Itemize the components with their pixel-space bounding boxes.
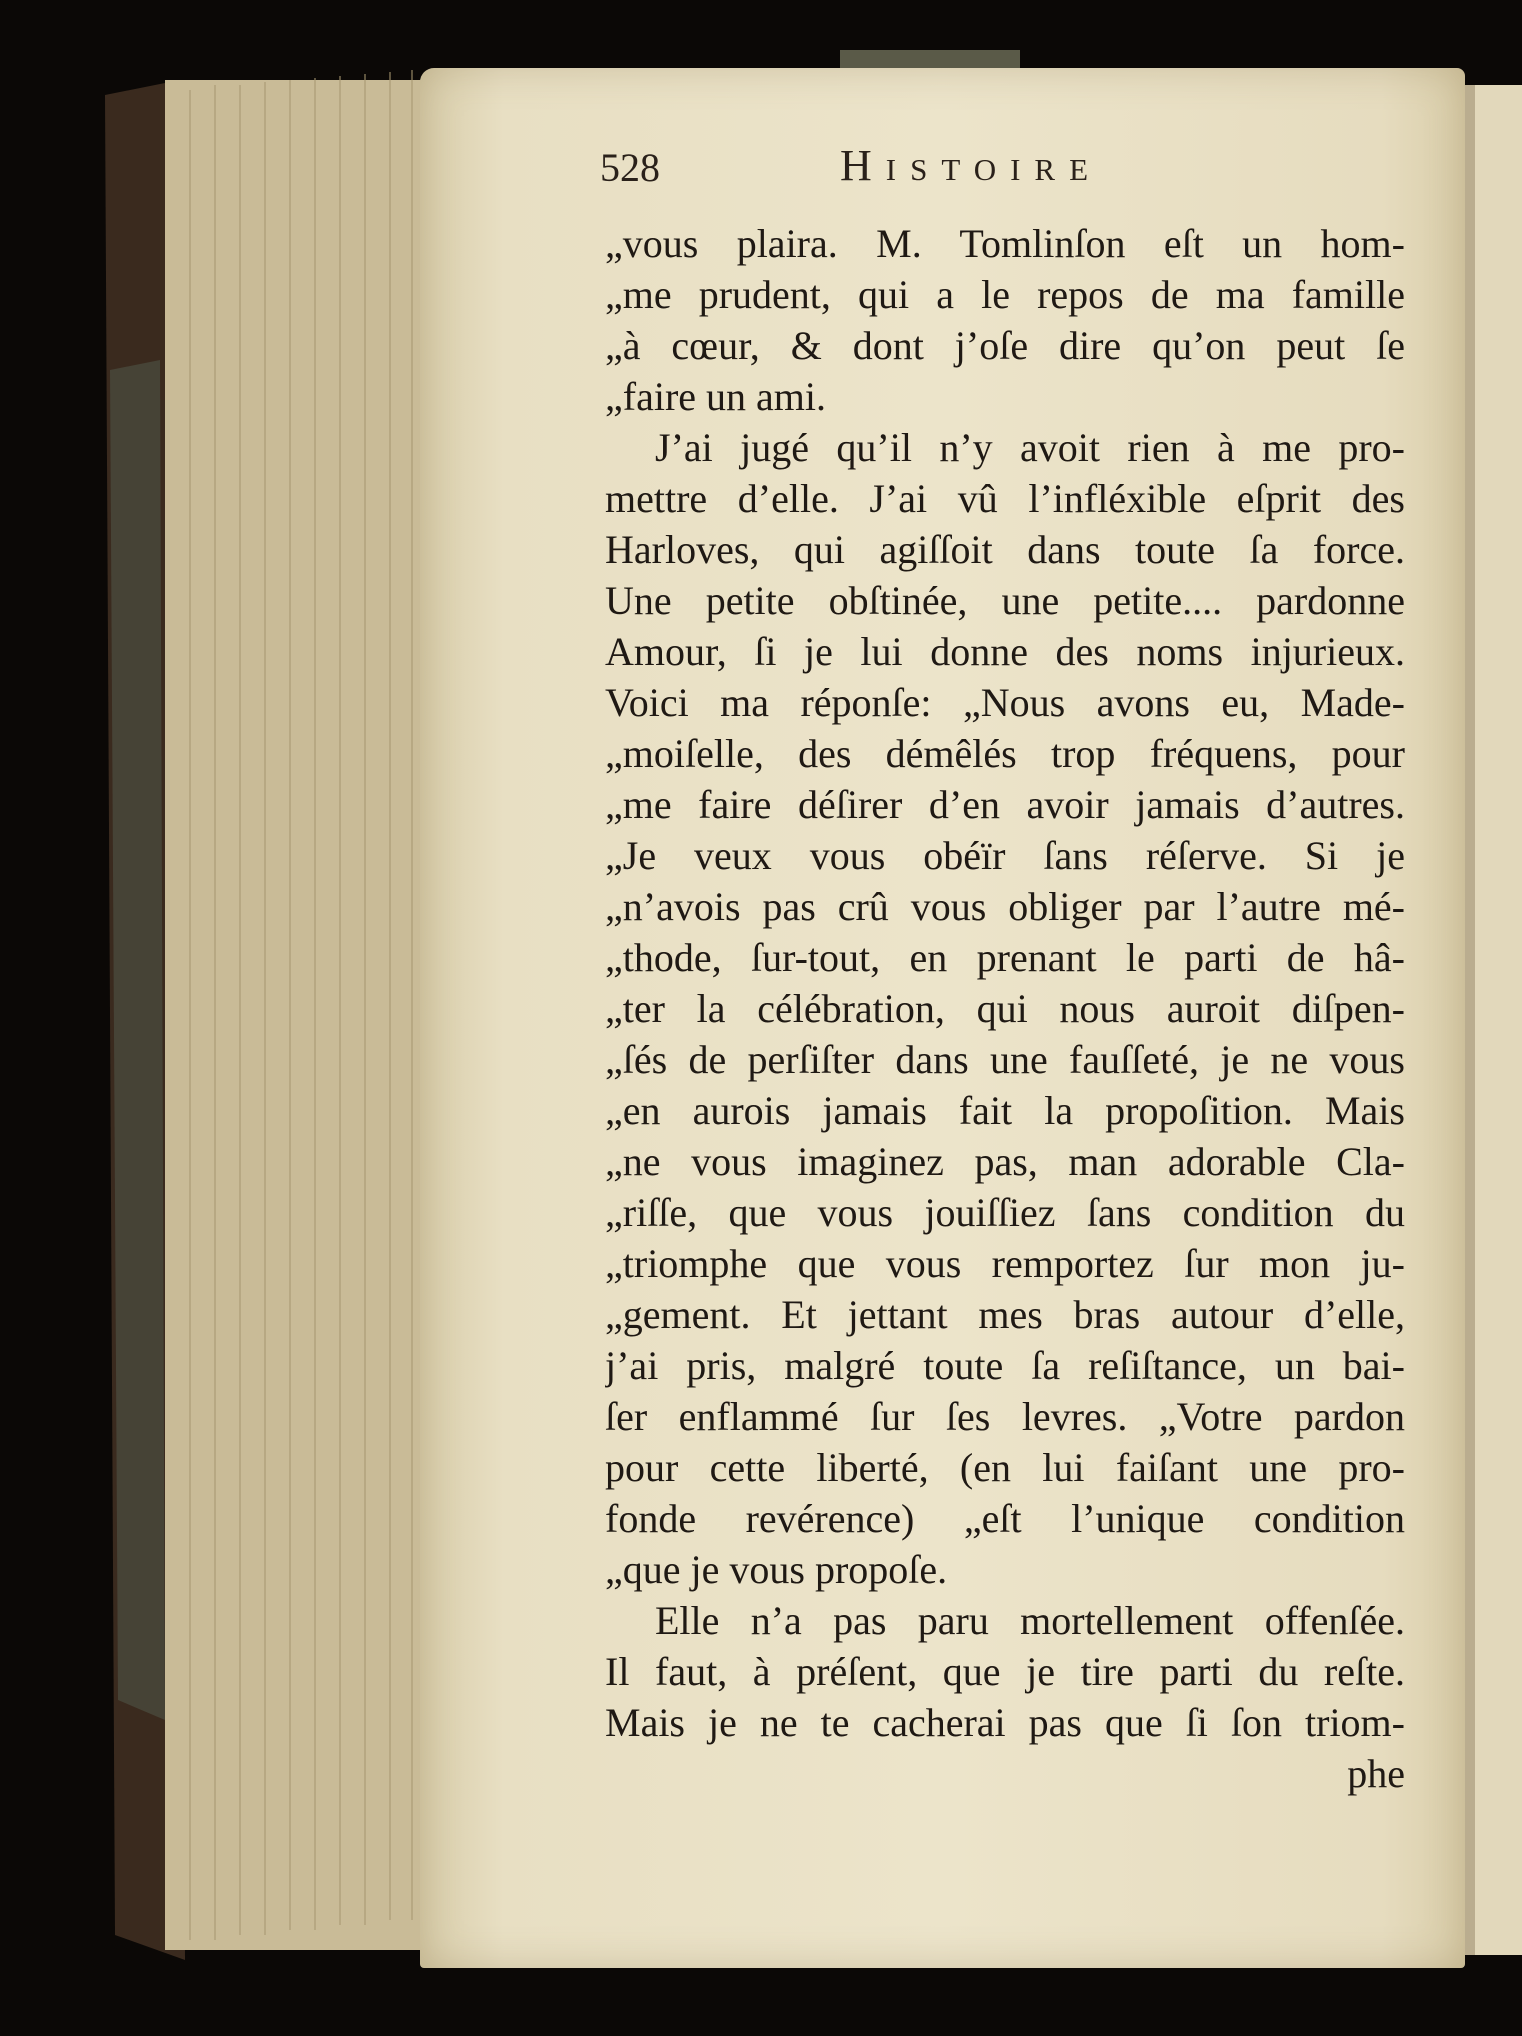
text-line: Une petite obſtinée, une petite.... pardonne (605, 578, 1405, 623)
text-line: „riſſe, que vous jouiſſiez ſans condition du (605, 1190, 1405, 1235)
running-header (600, 138, 1300, 198)
text-line: pour cette liberté, (en lui faiſant une pro- (605, 1445, 1405, 1490)
catchword: phe (1347, 1751, 1405, 1796)
page-block-edge (165, 80, 435, 1950)
text-line: „ter la célébration, qui nous auroit diſpen- (605, 986, 1405, 1031)
running-title: Histoire (840, 141, 1103, 190)
text-line: „triomphe que vous remportez ſur mon ju- (605, 1241, 1405, 1286)
text-line: „thode, ſur-tout, en prenant le parti de hâ- (605, 935, 1405, 980)
text-line: J’ai jugé qu’il n’y avoit rien à me pro- (655, 425, 1405, 470)
marbled-cover-edge (110, 360, 165, 1720)
text-line: Amour, ſi je lui donne des noms injurieux. (605, 629, 1405, 674)
text-line: „en aurois jamais fait la propoſition. Mais (605, 1088, 1405, 1133)
body-text (605, 218, 1405, 1799)
text-line: „Je veux vous obéïr ſans réſerve. Si je (605, 833, 1405, 878)
text-line: „me faire déſirer d’en avoir jamais d’autres. (605, 782, 1405, 827)
text-line: „n’avois pas crû vous obliger par l’autre mé- (605, 884, 1405, 929)
text-line: „me prudent, qui a le repos de ma famille (605, 272, 1405, 317)
text-line: Il faut, à préſent, que je tire parti du reſte. (605, 1649, 1405, 1694)
text-line: Voici ma réponſe: „Nous avons eu, Made- (605, 680, 1405, 725)
text-line: mettre d’elle. J’ai vû l’infléxible eſprit des (605, 476, 1405, 521)
text-line: „ſés de perſiſter dans une fauſſeté, je ne vous (605, 1037, 1405, 1082)
page-number: 528 (600, 145, 660, 190)
text-line: j’ai pris, malgré toute ſa reſiſtance, un bai- (605, 1343, 1405, 1388)
text-line: Mais je ne te cacherai pas que ſi ſon triom- (605, 1700, 1405, 1745)
text-line: „gement. Et jettant mes bras autour d’elle, (605, 1292, 1405, 1337)
text-line: „vous plaira. M. Tomlinſon eſt un hom- (605, 221, 1405, 266)
text-line: Harloves, qui agiſſoit dans toute ſa force. (605, 527, 1405, 572)
text-line: „à cœur, & dont j’oſe dire qu’on peut ſe (605, 323, 1405, 368)
text-line: Elle n’a pas paru mortellement offenſée. (655, 1598, 1405, 1643)
text-line: „que je vous propoſe. (605, 1547, 948, 1592)
text-line: „ne vous imaginez pas, man adorable Cla- (605, 1139, 1405, 1184)
text-line: fonde revérence) „eſt l’unique condition (605, 1496, 1405, 1541)
text-line: ſer enflammé ſur ſes levres. „Votre pardon (605, 1394, 1405, 1439)
text-line: „faire un ami. (605, 374, 826, 419)
text-line: „moiſelle, des démêlés trop fréquens, pour (605, 731, 1405, 776)
